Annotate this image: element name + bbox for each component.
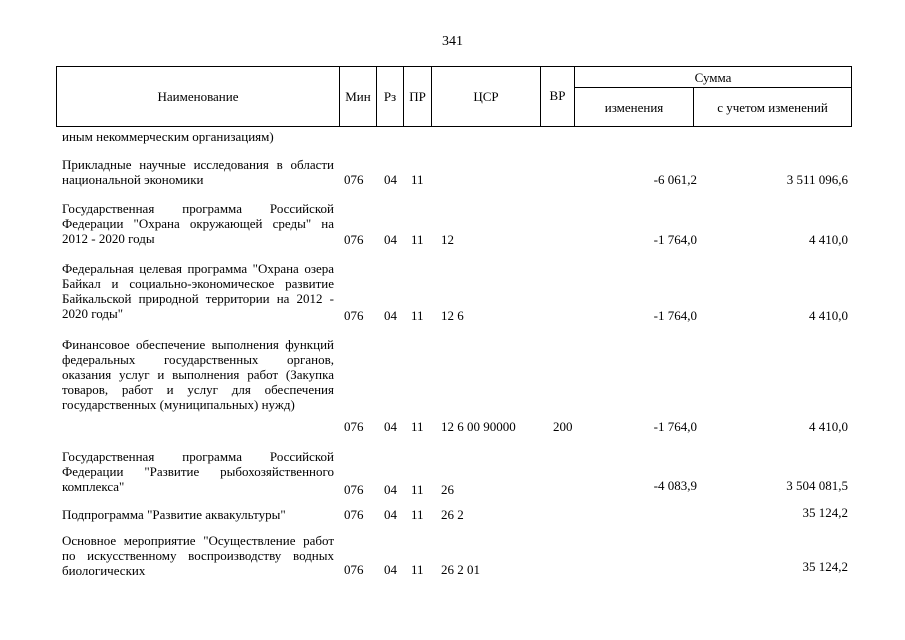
header-csr: ЦСР — [432, 67, 541, 127]
header-vr: ВР — [541, 67, 575, 127]
row-name: Финансовое обеспечение выполнения функций федеральных государственных органов, оказания услуг и выполнения работ (Закупка товаров, работ и услуг для обеспечения государственных (муниципальных) нужд) — [62, 337, 334, 412]
row-name: Прикладные научные исследования в области национальной экономики — [62, 157, 334, 187]
row-pr: 11 — [411, 562, 424, 577]
row-rz: 04 — [384, 482, 397, 497]
row-name: Подпрограмма "Развитие аквакультуры" — [62, 507, 286, 522]
row-change: -1 764,0 — [653, 419, 697, 434]
row-csr: 26 2 01 — [441, 562, 480, 577]
row-vr: 200 — [553, 419, 573, 434]
row-rz: 04 — [384, 507, 397, 522]
row-total: 35 124,2 — [802, 559, 848, 574]
header-with-changes: с учетом изменений — [694, 88, 852, 127]
row-pr: 11 — [411, 507, 424, 522]
row-name: Основное мероприятие "Осуществление работ по искусственному воспроизводству водных биологических — [62, 533, 334, 578]
header-changes: изменения — [575, 88, 694, 127]
header-pr: ПР — [404, 67, 432, 127]
row-pr: 11 — [411, 419, 424, 434]
row-min: 076 — [344, 172, 364, 187]
row-change: -1 764,0 — [653, 308, 697, 323]
header-name: Наименование — [57, 67, 340, 127]
row-csr: 26 — [441, 482, 454, 497]
header-min: Мин — [340, 67, 377, 127]
row-csr: 26 2 — [441, 507, 464, 522]
row-pr: 11 — [411, 232, 424, 247]
row-rz: 04 — [384, 172, 397, 187]
row-name: Государственная программа Российской Федерации "Охрана окружающей среды" на 2012 - 2020 годы — [62, 201, 334, 246]
header-rz: Рз — [377, 67, 404, 127]
row-pr: 11 — [411, 482, 424, 497]
row-total: 3 511 096,6 — [786, 172, 848, 187]
header-sum: Сумма — [575, 67, 852, 88]
row-name: Федеральная целевая программа "Охрана озера Байкал и социально-экономическое развитие Байкальской природной территории на 2012 - 2020 годы" — [62, 261, 334, 321]
row-min: 076 — [344, 562, 364, 577]
row-change: -1 764,0 — [653, 232, 697, 247]
row-csr: 12 — [441, 232, 454, 247]
row-csr: 12 6 — [441, 308, 464, 323]
row-name: Государственная программа Российской Федерации "Развитие рыбохозяйственного комплекса" — [62, 449, 334, 494]
row-rz: 04 — [384, 308, 397, 323]
row-change: -6 061,2 — [653, 172, 697, 187]
row-total: 3 504 081,5 — [786, 478, 848, 493]
row-change: -4 083,9 — [653, 478, 697, 493]
row-min: 076 — [344, 482, 364, 497]
row-pr: 11 — [411, 172, 424, 187]
row-csr: 12 6 00 90000 — [441, 419, 516, 434]
page-number: 341 — [442, 34, 463, 49]
row-total: 4 410,0 — [809, 419, 848, 434]
row-name: иным некоммерческим организациям) — [62, 129, 274, 144]
row-rz: 04 — [384, 419, 397, 434]
row-rz: 04 — [384, 562, 397, 577]
row-min: 076 — [344, 507, 364, 522]
row-total: 4 410,0 — [809, 232, 848, 247]
row-min: 076 — [344, 419, 364, 434]
row-rz: 04 — [384, 232, 397, 247]
row-total: 35 124,2 — [802, 505, 848, 520]
row-min: 076 — [344, 232, 364, 247]
row-min: 076 — [344, 308, 364, 323]
row-total: 4 410,0 — [809, 308, 848, 323]
row-pr: 11 — [411, 308, 424, 323]
